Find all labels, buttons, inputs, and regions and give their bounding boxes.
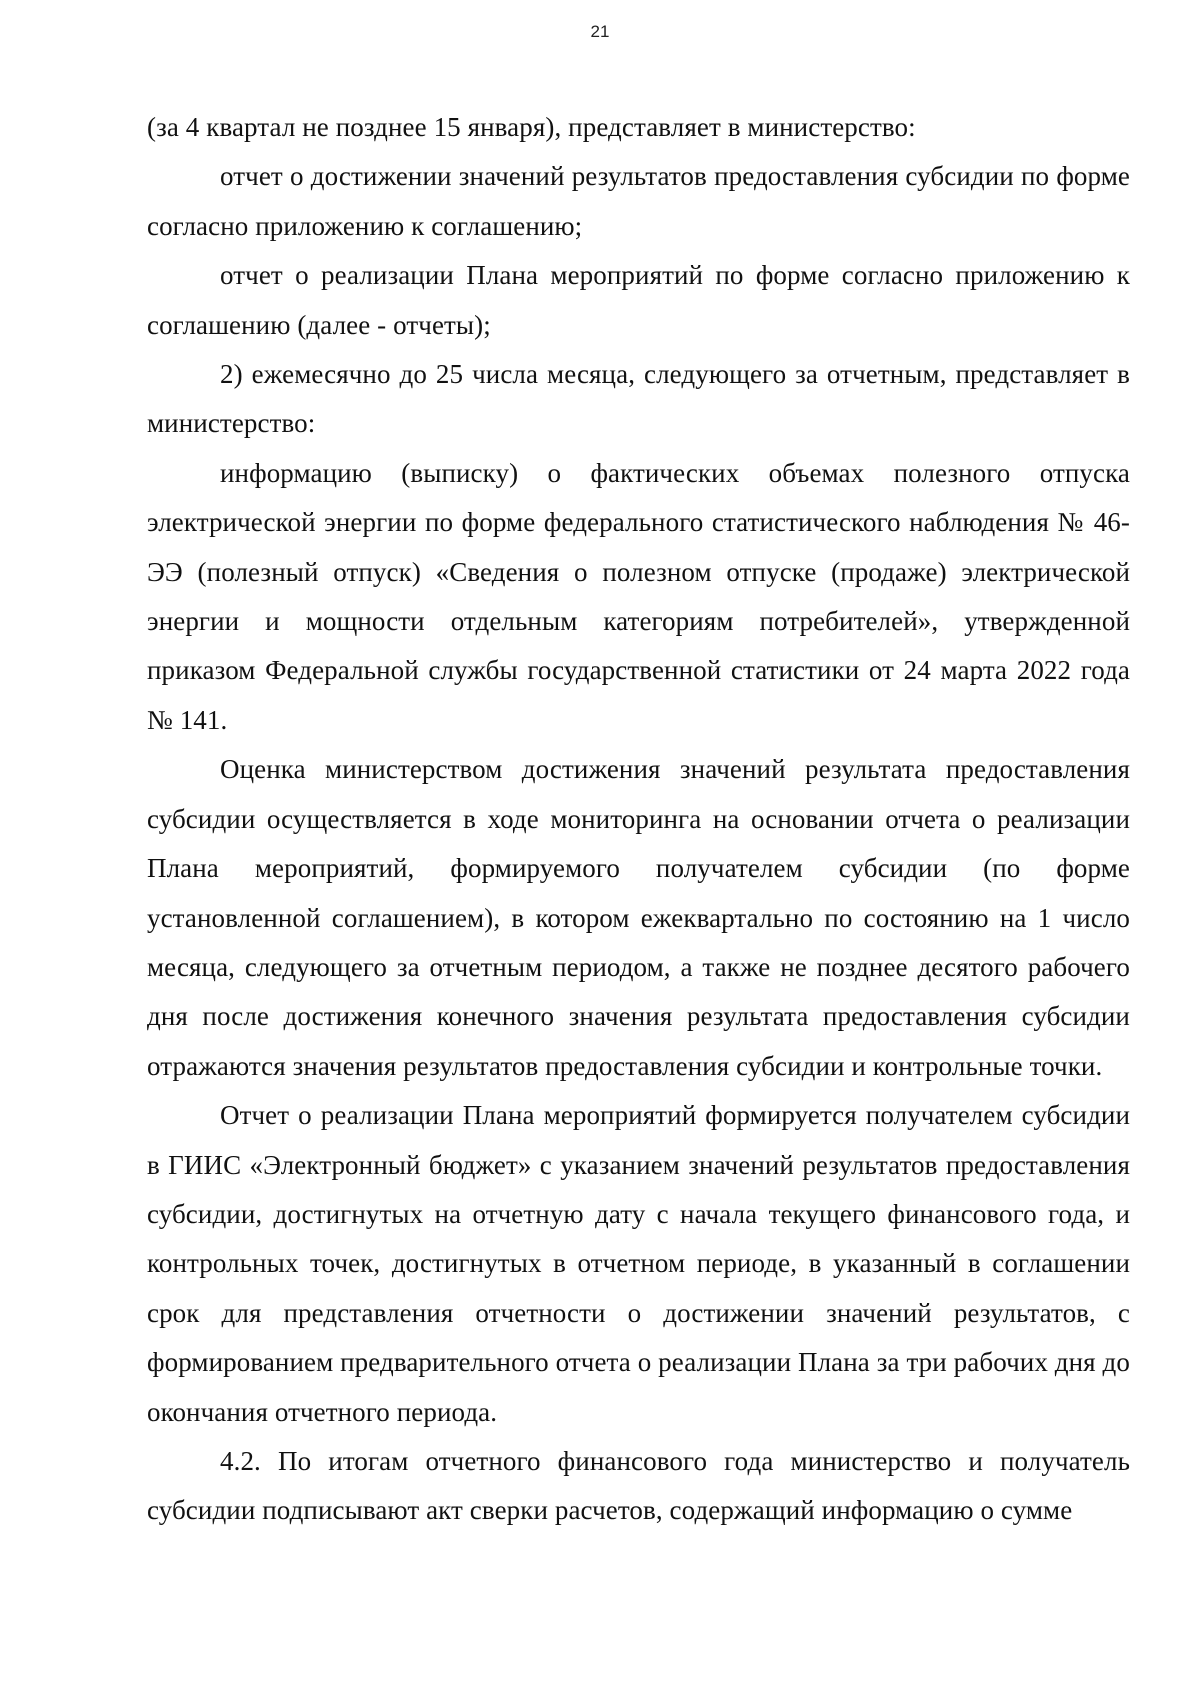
paragraph-continuation: (за 4 квартал не позднее 15 января), представляет в министерство:: [147, 112, 916, 142]
document-body: [147, 103, 1130, 1536]
paragraph-section-4-2: 4.2. По итогам отчетного финансового года министерство и получатель субсидии подписывают акт сверки расчетов, содержащий информацию о сумме: [147, 1445, 1130, 1526]
paragraph-monthly-item: 2) ежемесячно до 25 числа месяца, следующего за отчетным, представляет в министерство:: [147, 359, 1130, 439]
paragraph-statistics-info: информацию (выписку) о фактических объемах полезного отпуска электрической энергии по форме федерального статистического наблюдения № 46-ЭЭ (полезный отпуск) «Сведения о полезном отпуске (продаже) электрической энергии и мощности отдельным категориям потребителей», утвержденной приказом Федеральной службы государственной статистики от 24 марта 2022 года № 141.: [147, 457, 1130, 735]
paragraph-report-results: отчет о достижении значений результатов предоставления субсидии по форме согласно приложению к соглашению;: [147, 161, 1130, 241]
page-number: 21: [590, 22, 610, 41]
paragraph-plan-report: Отчет о реализации Плана мероприятий формируется получателем субсидии в ГИИС «Электронный бюджет» с указанием значений результатов предоставления субсидии, достигнутых на отчетную дату с начала текущего финансового года, и контрольных точек, достигнутых в отчетном периоде, в указанный в соглашении срок для представления отчетности о достижении значений результатов, с формированием предварительного отчета о реализации Плана за три рабочих дня до окончания отчетного периода.: [147, 1100, 1130, 1427]
paragraph-report-plan: отчет о реализации Плана мероприятий по форме согласно приложению к соглашению (далее - отчеты);: [147, 260, 1130, 340]
paragraph-assessment: Оценка министерством достижения значений результата предоставления субсидии осуществляется в ходе мониторинга на основании отчета о реализации Плана мероприятий, формируемого получателем субсидии (по форме установленной соглашением), в котором ежеквартально по состоянию на 1 число месяца, следующего за отчетным периодом, а также не позднее десятого рабочего дня после достижения конечного значения результата предоставления субсидии отражаются значения результатов предоставления субсидии и контрольные точки.: [147, 754, 1130, 1081]
